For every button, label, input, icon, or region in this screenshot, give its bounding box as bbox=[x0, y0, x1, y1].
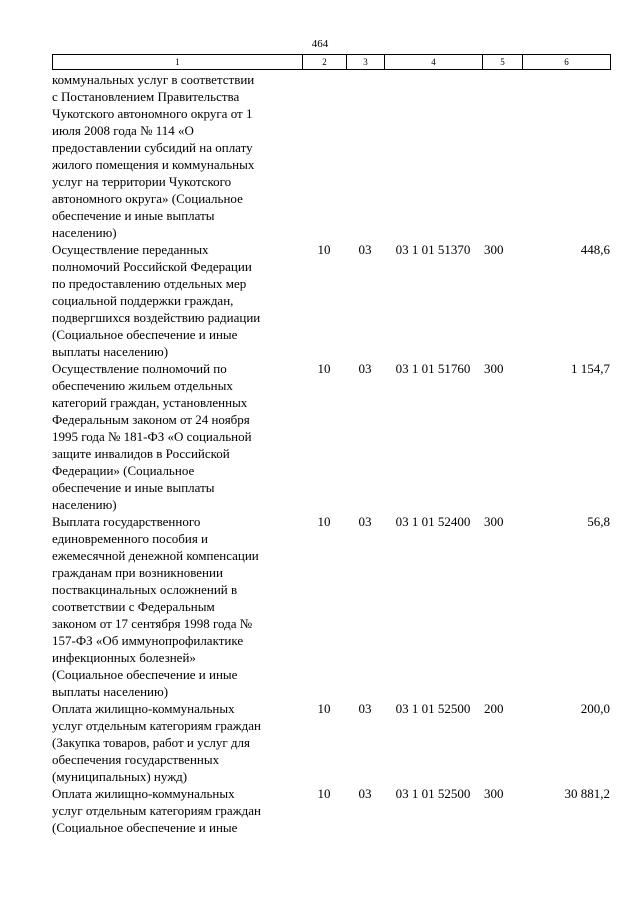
row-target-code: 03 1 01 52500 bbox=[395, 786, 471, 801]
row-target-code: 03 1 01 52400 bbox=[395, 514, 471, 529]
row-expense-type: 300 bbox=[484, 786, 504, 801]
row-description bbox=[52, 700, 302, 785]
row-target-code: 03 1 01 52500 bbox=[395, 701, 471, 716]
description-line: поствакцинальных осложнений в bbox=[52, 582, 238, 597]
description-line: услуг на территории Чукотского bbox=[52, 174, 232, 189]
description-line: обеспечения государственных bbox=[52, 752, 220, 767]
row-description bbox=[52, 71, 302, 241]
description-line: услуг отдельным категориям граждан bbox=[52, 718, 261, 733]
row-subsection: 03 bbox=[358, 242, 372, 257]
column-header-5: 5 bbox=[483, 55, 523, 70]
description-line: инфекционных болезней» bbox=[52, 650, 196, 665]
description-line: Осуществление полномочий по bbox=[52, 361, 227, 376]
row-subsection: 03 bbox=[358, 361, 372, 376]
row-expense-type: 300 bbox=[484, 514, 504, 529]
table-body bbox=[52, 71, 610, 836]
column-header-2: 2 bbox=[303, 55, 347, 70]
description-line: Оплата жилищно-коммунальных bbox=[52, 701, 235, 716]
row-target-code: 03 1 01 51370 bbox=[395, 242, 471, 257]
description-line: 157-ФЗ «Об иммунопрофилактике bbox=[52, 633, 244, 648]
description-line: Федерации» (Социальное bbox=[52, 463, 195, 478]
description-line: обеспечение и иные выплаты bbox=[52, 480, 215, 495]
description-line: июля 2008 года № 114 «О bbox=[52, 123, 194, 138]
row-section: 10 bbox=[317, 786, 331, 801]
table-header bbox=[52, 54, 611, 70]
row-amount: 1 154,7 bbox=[571, 361, 610, 376]
table-row bbox=[52, 785, 610, 836]
description-line: единовременного пособия и bbox=[52, 531, 209, 546]
row-amount: 448,6 bbox=[580, 242, 610, 257]
row-amount bbox=[522, 71, 610, 241]
row-section bbox=[302, 71, 346, 241]
column-header-6: 6 bbox=[523, 55, 611, 70]
row-amount: 200,0 bbox=[580, 701, 610, 716]
description-line: социальной поддержки граждан, bbox=[52, 293, 234, 308]
description-line: 1995 года № 181-ФЗ «О социальной bbox=[52, 429, 252, 444]
description-line: населению) bbox=[52, 225, 117, 240]
row-section: 10 bbox=[317, 361, 331, 376]
description-line: Чукотского автономного округа от 1 bbox=[52, 106, 253, 121]
description-line: подвергшихся воздействию радиации bbox=[52, 310, 261, 325]
description-line: Осуществление переданных bbox=[52, 242, 209, 257]
row-subsection: 03 bbox=[358, 701, 372, 716]
description-line: (Социальное обеспечение и иные bbox=[52, 327, 238, 342]
row-expense-type: 300 bbox=[484, 361, 504, 376]
description-line: законом от 17 сентября 1998 года № bbox=[52, 616, 253, 631]
column-header-4: 4 bbox=[385, 55, 483, 70]
description-line: с Постановлением Правительства bbox=[52, 89, 240, 104]
description-line: категорий граждан, установленных bbox=[52, 395, 248, 410]
row-subsection bbox=[346, 71, 384, 241]
description-line: (Социальное обеспечение и иные bbox=[52, 820, 238, 835]
description-line: (муниципальных) нужд) bbox=[52, 769, 188, 784]
description-line: (Закупка товаров, работ и услуг для bbox=[52, 735, 250, 750]
row-expense-type: 200 bbox=[484, 701, 504, 716]
description-line: (Социальное обеспечение и иные bbox=[52, 667, 238, 682]
description-line: по предоставлению отдельных мер bbox=[52, 276, 247, 291]
row-expense-type bbox=[482, 71, 522, 241]
description-line: выплаты населению) bbox=[52, 684, 169, 699]
description-line: автономного округа» (Социальное bbox=[52, 191, 243, 206]
description-line: предоставлении субсидий на оплату bbox=[52, 140, 253, 155]
row-amount: 56,8 bbox=[587, 514, 610, 529]
row-description bbox=[52, 241, 302, 360]
row-description bbox=[52, 360, 302, 513]
table-row bbox=[52, 700, 610, 785]
description-line: защите инвалидов в Российской bbox=[52, 446, 230, 461]
row-description bbox=[52, 513, 302, 700]
description-line: выплаты населению) bbox=[52, 344, 169, 359]
description-line: Выплата государственного bbox=[52, 514, 201, 529]
table-row bbox=[52, 241, 610, 360]
page-number: 464 bbox=[311, 38, 329, 50]
description-line: полномочий Российской Федерации bbox=[52, 259, 252, 274]
row-expense-type: 300 bbox=[484, 242, 504, 257]
row-description bbox=[52, 785, 302, 836]
description-line: коммунальных услуг в соответствии bbox=[52, 72, 255, 87]
description-line: ежемесячной денежной компенсации bbox=[52, 548, 259, 563]
description-line: населению) bbox=[52, 497, 117, 512]
row-section: 10 bbox=[317, 242, 331, 257]
description-line: жилого помещения и коммунальных bbox=[52, 157, 255, 172]
table-row bbox=[52, 360, 610, 513]
column-header-3: 3 bbox=[347, 55, 385, 70]
description-line: обеспечению жильем отдельных bbox=[52, 378, 233, 393]
description-line: обеспечение и иные выплаты bbox=[52, 208, 215, 223]
row-section: 10 bbox=[317, 701, 331, 716]
row-target-code bbox=[384, 71, 482, 241]
description-line: соответствии с Федеральным bbox=[52, 599, 215, 614]
description-line: услуг отдельным категориям граждан bbox=[52, 803, 261, 818]
table-row bbox=[52, 71, 610, 241]
row-section: 10 bbox=[317, 514, 331, 529]
column-header-1: 1 bbox=[53, 55, 303, 70]
description-line: Оплата жилищно-коммунальных bbox=[52, 786, 235, 801]
description-line: гражданам при возникновении bbox=[52, 565, 223, 580]
row-subsection: 03 bbox=[358, 514, 372, 529]
row-subsection: 03 bbox=[358, 786, 372, 801]
description-line: Федеральным законом от 24 ноября bbox=[52, 412, 250, 427]
table-row bbox=[52, 513, 610, 700]
row-target-code: 03 1 01 51760 bbox=[395, 361, 471, 376]
row-amount: 30 881,2 bbox=[564, 786, 610, 801]
